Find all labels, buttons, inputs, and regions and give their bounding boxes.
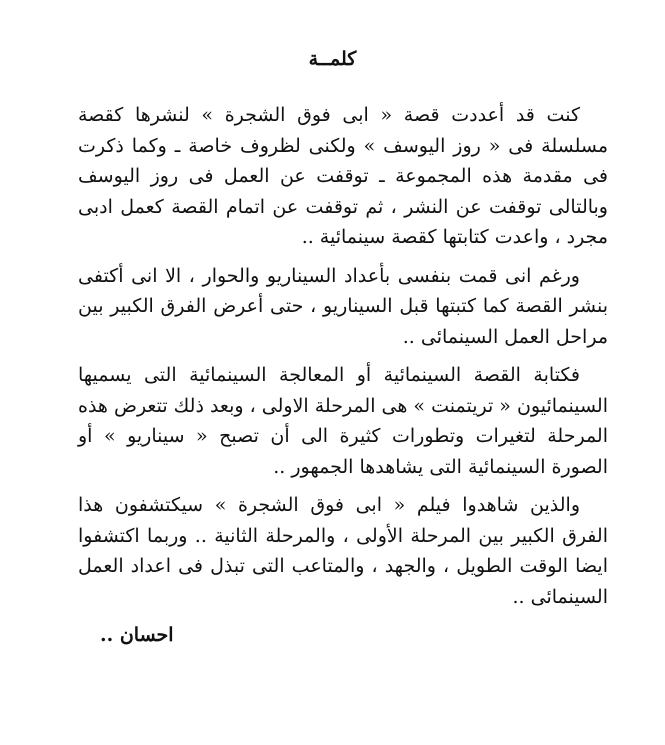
body-text <box>78 100 608 620</box>
page-title: كلمــة <box>308 48 357 70</box>
paragraph-3: فكتابة القصة السينمائية أو المعالجة السينمائية التى يسميها السينمائيون « تريتمنت » هى المرحلة الاولى ، وبعد ذلك تتعرض هذه المرحلة لتغيرات وتطورات كثيرة الى أن تصبح « سيناريو » أو الصورة السينمائية التى يشاهدها الجمهور .. <box>77 364 608 478</box>
paragraph-1: كنت قد أعددت قصة « ابى فوق الشجرة » لنشرها كقصة مسلسلة فى « روز اليوسف » ولكنى لظروف خاصة ـ وكما ذكرت فى مقدمة هذه المجموعة ـ توقفت عن العمل فى روز اليوسف وبالتالى توقفت عن النشر ، ثم توقفت عن اتمام القصة كعمل ادبى مجرد ، واعدت كتابتها كقصة سينمائية .. <box>78 104 608 248</box>
paragraph-2: ورغم انى قمت بنفسى بأعداد السيناريو والحوار ، الا انى أكتفى بنشر القصة كما كتبتها قبل السيناريو ، حتى أعرض الفرق الكبير بين مراحل العمل السينمائى .. <box>78 264 608 348</box>
paragraph-4: والذين شاهدوا فيلم « ابى فوق الشجرة » سيكتشفون هذا الفرق الكبير بين المرحلة الأولى ، والمرحلة الثانية .. وربما اكتشفوا ايضا الوقت الطويل ، والجهد ، والمتاعب التى تبذل فى اعداد العمل السينمائى .. <box>78 494 608 608</box>
author-signature: احسان .. <box>100 624 174 646</box>
